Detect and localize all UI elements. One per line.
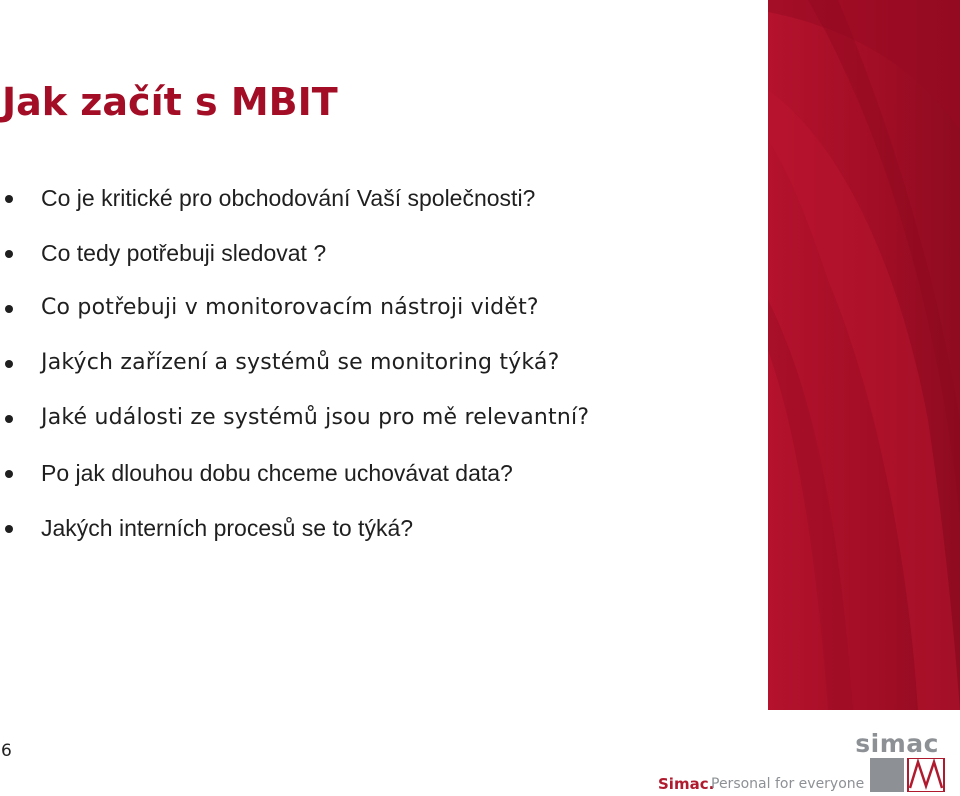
slide-title: Jak začít s MBIT (2, 80, 338, 124)
bullet-text: Po jak dlouhou dobu chceme uchovávat data? (41, 460, 513, 486)
bullet-dot (5, 525, 13, 533)
bullet-text: Co tedy potřebuji sledovat ? (41, 240, 327, 266)
simac-logo (655, 728, 955, 794)
logo-brand: Simac. (658, 775, 715, 793)
bullet-text: Co je kritické pro obchodování Vaší společnosti? (41, 185, 536, 211)
bullet-text: Jakých interních procesů se to týká? (41, 515, 414, 541)
bullet-dot (5, 360, 13, 368)
logo-tagline: Personal for everyone (711, 776, 865, 792)
page-number: 6 (1, 741, 12, 761)
bullet-text: Jaké události ze systémů jsou pro mě relevantní? (41, 405, 590, 430)
decorative-red-panel (768, 0, 960, 710)
bullet-dot (5, 305, 13, 313)
bullet-text: Jakých zařízení a systémů se monitoring týká? (41, 350, 560, 375)
bullet-dot (5, 195, 13, 203)
bullet-dot (5, 250, 13, 258)
bullet-text: Co potřebuji v monitorovacím nástroji vidět? (41, 295, 539, 320)
simac-mark-icon (870, 758, 946, 792)
logo-wordmark: simac (855, 729, 939, 758)
bullet-dot (5, 415, 13, 423)
bullet-dot (5, 470, 13, 478)
